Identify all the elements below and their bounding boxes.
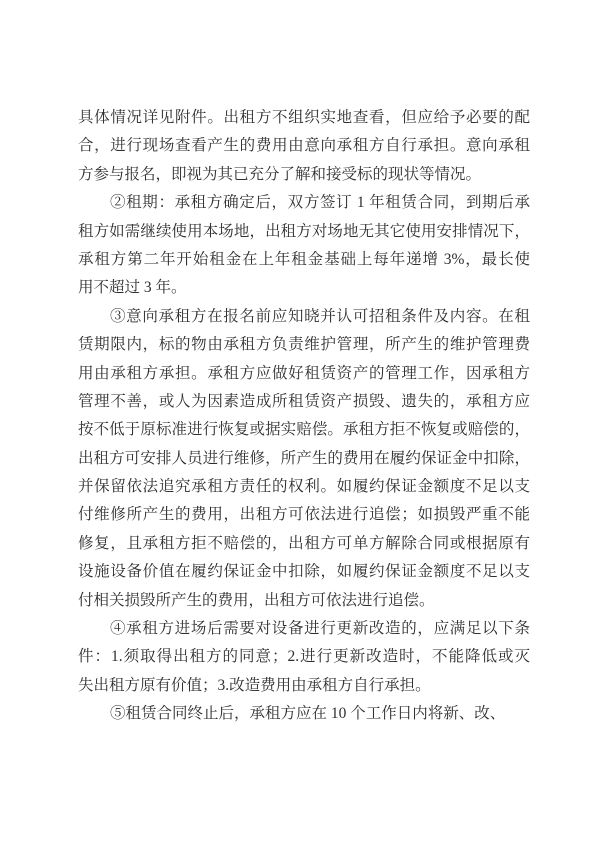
text-line: 出租方可安排人员进行维修，所产生的费用在履约保证金中扣除， [78,449,530,467]
text-line: 件：1.须取得出租方的同意；2.进行更新改造时，不能降低或灭 [78,648,530,666]
page-body-text [78,104,530,729]
text-line: 按不低于原标准进行恢复或据实赔偿。承租方拒不恢复或赔偿的， [78,421,530,439]
text-line: 设施设备价值在履约保证金中扣除，如履约保证金额度不足以支 [78,563,530,581]
text-line: 租方如需继续使用本场地，出租方对场地无其它使用安排情况下， [78,222,530,240]
text-line: 承租方第二年开始租金在上年租金基础上每年递增 3%，最长使 [78,250,530,268]
text-line: 修复，且承租方拒不赔偿的，出租方可单方解除合同或根据原有 [78,534,530,552]
text-line: ③意向承租方在报名前应知晓并认可招租条件及内容。在租 [110,307,530,325]
text-line: 具体情况详见附件。出租方不组织实地查看，但应给予必要的配 [78,109,530,126]
text-line: ②租期：承租方确定后，双方签订 1 年租赁合同，到期后承 [110,194,530,212]
text-line: ⑤租赁合同终止后，承租方应在 10 个工作日内将新、改、 [110,705,506,723]
text-line: 赁期限内，标的物由承租方负责维护管理，所产生的维护管理费 [78,336,530,354]
text-line: 付相关损毁所产生的费用，出租方可依法进行追偿。 [78,591,435,609]
text-line: 用不超过 3 年。 [78,279,187,297]
text-line: 失出租方原有价值；3.改造费用由承租方自行承担。 [78,676,431,694]
text-line: 合，进行现场查看产生的费用由意向承租方自行承担。意向承租 [78,137,530,155]
text-line: 方参与报名，即视为其已充分了解和接受标的现状等情况。 [78,165,482,183]
text-line: 付维修所产生的费用，出租方可依法进行追偿；如损毁严重不能 [78,506,530,524]
text-line: 管理不善，或人为因素造成所租赁资产损毁、遗失的，承租方应 [78,392,530,410]
text-line: 并保留依法追究承租方责任的权利。如履约保证金额度不足以支 [78,478,530,496]
text-line: ④承租方进场后需要对设备进行更新改造的，应满足以下条 [110,620,530,638]
text-line: 用由承租方承担。承租方应做好租赁资产的管理工作，因承租方 [78,364,530,382]
